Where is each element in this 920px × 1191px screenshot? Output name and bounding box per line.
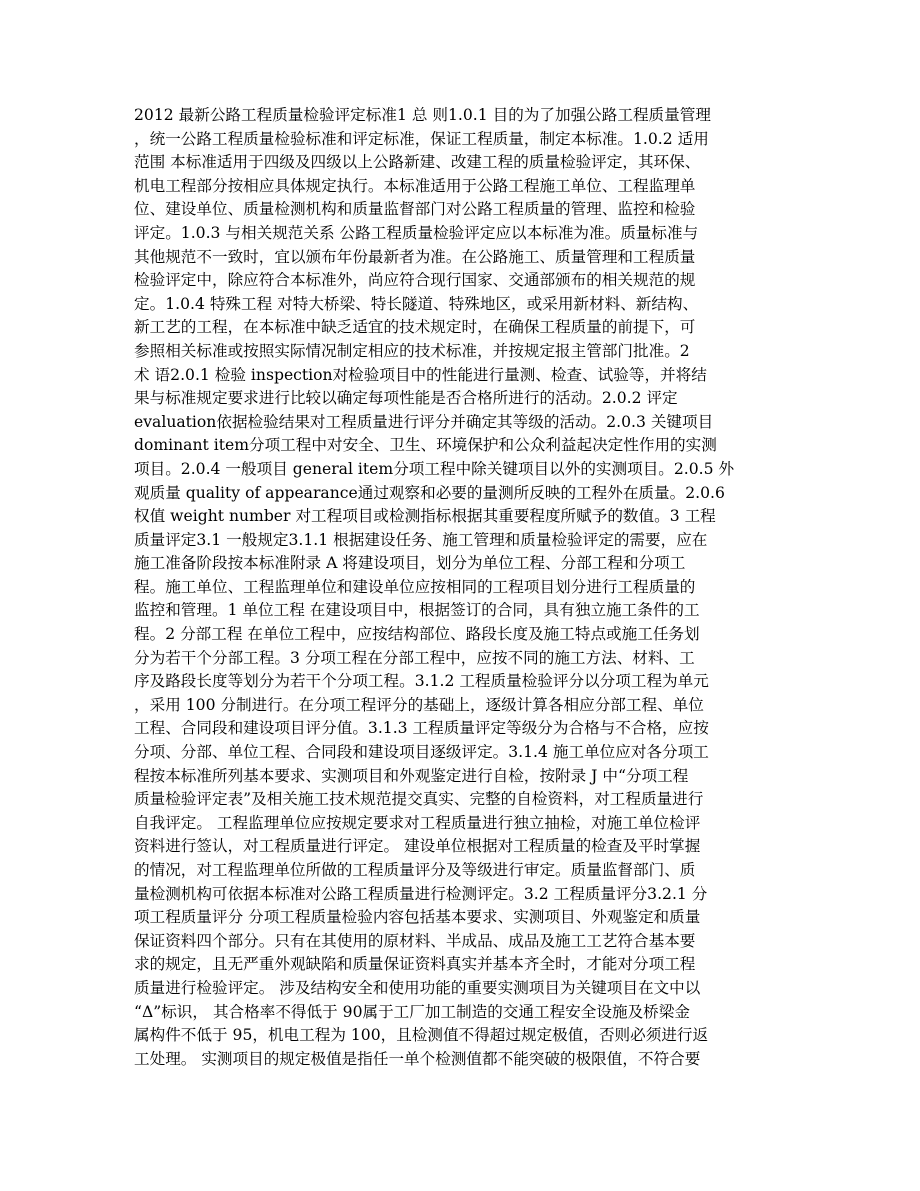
text-line: 术 语2.0.1 检验 inspection对检验项目中的性能进行量测、检查、试验等，并将结 [134,365,707,384]
text-line: 定。1.0.4 特殊工程 对特大桥梁、特长隧道、特殊地区，或采用新材料、新结构、 [134,294,699,313]
text-line: evaluation依据检验结果对工程质量进行评分并确定其等级的活动。2.0.3 关键项目 [134,412,714,431]
text-line: 序及路段长度等划分为若干个分项工程。3.1.2 工程质量检验评分以分项工程为单元 [134,672,709,691]
text-line: 参照相关标准或按照实际情况制定相应的技术标准，并按规定报主管部门批准。2 [134,341,690,360]
text-line: ，采用 100 分制进行。在分项工程评分的基础上，逐级计算各相应分部工程、单位 [134,695,704,714]
text-line: 质量检验评定表”及相关施工技术规范提交真实、完整的自检资料，对工程质量进行 [134,790,704,809]
text-line: 工程、合同段和建设项目评分值。3.1.3 工程质量评定等级分为合格与不合格，应按 [134,719,709,738]
text-line: 程。2 分部工程 在单位工程中，应按结构部位、路段长度及施工特点或施工任务划 [134,625,700,644]
text-line: 项工程质量评分 分项工程质量检验内容包括基本要求、实测项目、外观鉴定和质量 [134,908,701,927]
text-line: 自我评定。 工程监理单位应按规定要求对工程质量进行独立抽检，对施工单位检评 [134,813,701,832]
document-page [134,104,794,1071]
text-line: 监控和管理。1 单位工程 在建设项目中，根据签订的合同，具有独立施工条件的工 [134,601,700,620]
text-line: 的情况，对工程监理单位所做的工程质量评分及等级进行审定。质量监督部门、质 [134,861,696,879]
text-line: 工处理。 实测项目的规定极值是指任一单个检测值都不能突破的极限值，不符合要 [134,1049,701,1068]
text-line: 权值 weight number 对工程项目或检测指标根据其重要程度所赋予的数值。3 工程 [134,507,716,526]
text-line: 项目。2.0.4 一般项目 general item分项工程中除关键项目以外的实测项目。2.0.5 外 [134,459,735,478]
text-line: 量检测机构可依据本标准对公路工程质量进行检测评定。3.2 工程质量评分3.2.1 分 [134,884,708,903]
text-line: 果与标准规定要求进行比较以确定每项性能是否合格所进行的活动。2.0.2 评定 [134,389,678,408]
text-line: “Δ”标识， 其合格率不得低于 90属于工厂加工制造的交通工程安全设施及桥梁金 [134,1002,690,1021]
text-line: 程。施工单位、工程监理单位和建设单位应按相同的工程项目划分进行工程质量的 [134,577,696,596]
text-line: 检验评定中，除应符合本标准外，尚应符合现行国家、交通部颁布的相关规范的规 [134,271,696,290]
text-line: 其他规范不一致时，宜以颁布年份最新者为准。在公路施工、质量管理和工程质量 [134,247,696,266]
text-line: 2012 最新公路工程质量检验评定标准1 总 则1.0.1 目的为了加强公路工程质量管理 [134,106,711,124]
text-line: 观质量 quality of appearance通过观察和必要的量测所反映的工程外在质量。2.0.6 [134,483,725,502]
text-line: 范围 本标准适用于四级及四级以上公路新建、改建工程的质量检验评定，其环保、 [134,153,701,172]
text-line: 分项、分部、单位工程、合同段和建设项目逐级评定。3.1.4 施工单位应对各分项工 [134,743,709,762]
text-line: 求的规定，且无严重外观缺陷和质量保证资料真实并基本齐全时，才能对分项工程 [134,955,696,974]
text-line: 分为若干个分部工程。3 分项工程在分部工程中，应按不同的施工方法、材料、工 [134,648,695,667]
text-line: 程按本标准所列基本要求、实测项目和外观鉴定进行自检，按附录 J 中“分项工程 [134,766,689,785]
text-line: 施工准备阶段按本标准附录 A 将建设项目，划分为单位工程、分部工程和分项工 [134,554,686,573]
text-line: 属构件不低于 95，机电工程为 100，且检测值不得超过规定极值，否则必须进行返 [134,1026,709,1045]
text-line: 位、建设单位、质量检测机构和质量监督部门对公路工程质量的管理、监控和检验 [134,200,696,219]
text-line: 保证资料四个部分。只有在其使用的原材料、半成品、成品及施工工艺符合基本要 [134,931,696,950]
text-line: 评定。1.0.3 与相关规范关系 公路工程质量检验评定应以本标准为准。质量标准与 [134,223,699,242]
text-line: dominant item分项工程中对安全、卫生、环境保护和公众利益起决定性作用的实测 [134,436,717,455]
text-line: 质量评定3.1 一般规定3.1.1 根据建设任务、施工管理和质量检验评定的需要，应在 [134,530,708,549]
text-line: 机电工程部分按相应具体规定执行。本标准适用于公路工程施工单位、工程监理单 [134,176,696,195]
text-line: 新工艺的工程，在本标准中缺乏适宜的技术规定时，在确保工程质量的前提下，可 [134,318,696,337]
text-line: 质量进行检验评定。 涉及结构安全和使用功能的重要实测项目为关键项目在文中以 [134,978,701,997]
text-line: ，统一公路工程质量检验标准和评定标准，保证工程质量，制定本标准。1.0.2 适用 [134,129,709,148]
text-line: 资料进行签认，对工程质量进行评定。 建设单位根据对工程质量的检查及平时掌握 [134,837,701,856]
